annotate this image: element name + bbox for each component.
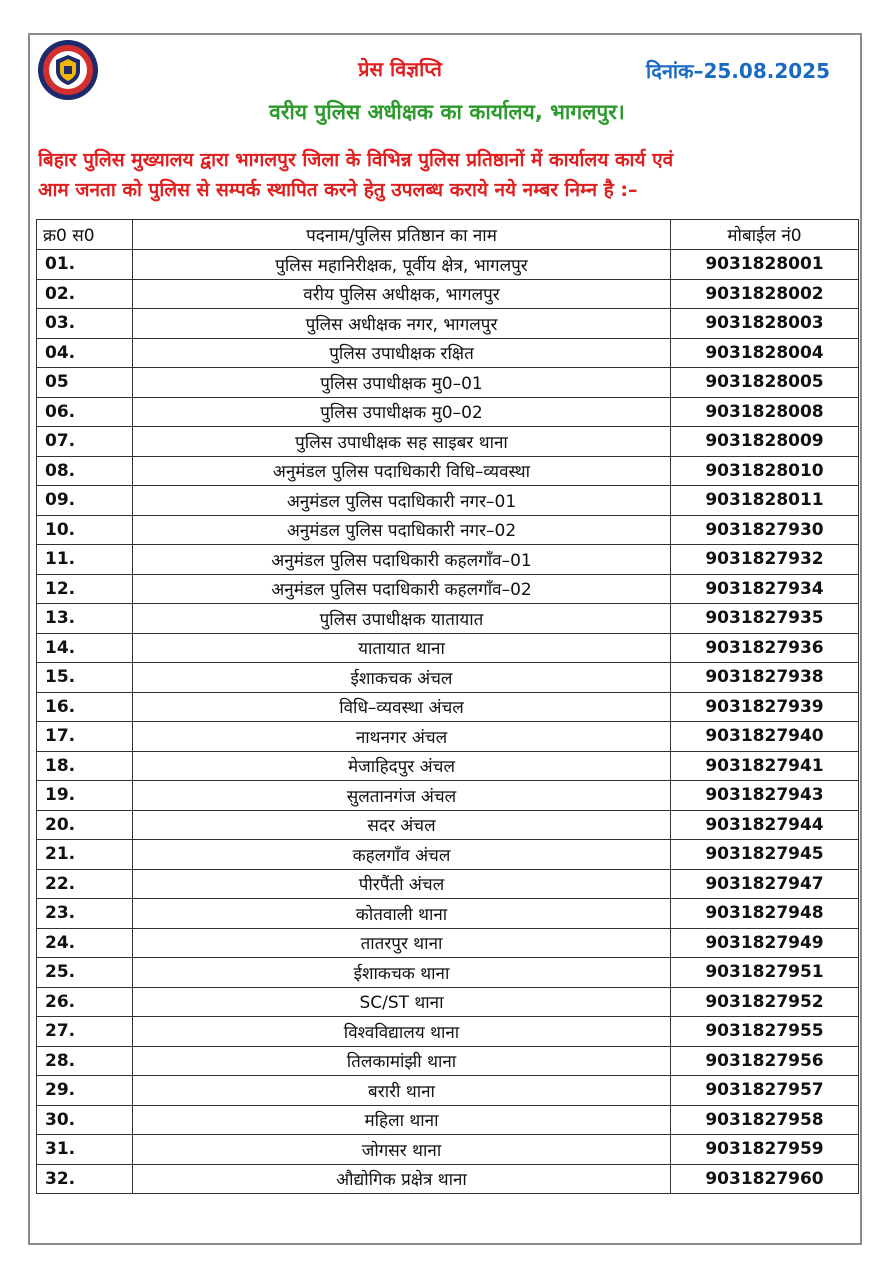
table-row — [37, 338, 859, 368]
row-mobile: 9031828004 — [671, 338, 859, 368]
row-mobile: 9031828001 — [671, 250, 859, 280]
row-mobile: 9031827958 — [671, 1105, 859, 1135]
table-row — [37, 899, 859, 929]
table-row — [37, 309, 859, 339]
row-designation: पुलिस उपाधीक्षक यातायात — [133, 604, 671, 634]
row-mobile: 9031827930 — [671, 515, 859, 545]
row-serial: 23. — [37, 899, 133, 929]
table-row — [37, 869, 859, 899]
table-row — [37, 840, 859, 870]
row-serial: 29. — [37, 1076, 133, 1106]
table-row — [37, 810, 859, 840]
row-mobile: 9031827938 — [671, 663, 859, 693]
row-serial: 24. — [37, 928, 133, 958]
row-designation: अनुमंडल पुलिस पदाधिकारी नगर–02 — [133, 515, 671, 545]
table-row — [37, 397, 859, 427]
row-serial: 13. — [37, 604, 133, 634]
table-row — [37, 1164, 859, 1194]
row-serial: 09. — [37, 486, 133, 516]
row-designation: अनुमंडल पुलिस पदाधिकारी विधि–व्यवस्था — [133, 456, 671, 486]
row-serial: 04. — [37, 338, 133, 368]
table-row — [37, 279, 859, 309]
row-mobile: 9031827943 — [671, 781, 859, 811]
row-designation: मेजाहिदपुर अंचल — [133, 751, 671, 781]
row-designation: औद्योगिक प्रक्षेत्र थाना — [133, 1164, 671, 1194]
row-serial: 17. — [37, 722, 133, 752]
header-designation: पदनाम/पुलिस प्रतिष्ठान का नाम — [133, 220, 671, 250]
row-mobile: 9031828002 — [671, 279, 859, 309]
row-mobile: 9031828009 — [671, 427, 859, 457]
row-mobile: 9031828010 — [671, 456, 859, 486]
row-designation: अनुमंडल पुलिस पदाधिकारी कहलगाँव–02 — [133, 574, 671, 604]
row-designation: कहलगाँव अंचल — [133, 840, 671, 870]
row-designation: तातरपुर थाना — [133, 928, 671, 958]
row-designation: पुलिस महानिरीक्षक, पूर्वीय क्षेत्र, भागलपुर — [133, 250, 671, 280]
row-serial: 21. — [37, 840, 133, 870]
row-serial: 03. — [37, 309, 133, 339]
row-designation: महिला थाना — [133, 1105, 671, 1135]
row-serial: 14. — [37, 633, 133, 663]
table-row — [37, 958, 859, 988]
row-designation: पुलिस अधीक्षक नगर, भागलपुर — [133, 309, 671, 339]
row-designation: कोतवाली थाना — [133, 899, 671, 929]
row-serial: 31. — [37, 1135, 133, 1165]
row-serial: 32. — [37, 1164, 133, 1194]
row-serial: 30. — [37, 1105, 133, 1135]
row-serial: 01. — [37, 250, 133, 280]
row-designation: पुलिस उपाधीक्षक मु0–01 — [133, 368, 671, 398]
row-serial: 26. — [37, 987, 133, 1017]
row-serial: 10. — [37, 515, 133, 545]
row-mobile: 9031827934 — [671, 574, 859, 604]
row-mobile: 9031828008 — [671, 397, 859, 427]
row-designation: ईशाकचक थाना — [133, 958, 671, 988]
table-row — [37, 250, 859, 280]
row-designation: विधि–व्यवस्था अंचल — [133, 692, 671, 722]
row-designation: पुलिस उपाधीक्षक सह साइबर थाना — [133, 427, 671, 457]
row-designation: सुलतानगंज अंचल — [133, 781, 671, 811]
contact-table — [36, 219, 859, 1194]
row-serial: 18. — [37, 751, 133, 781]
row-serial: 22. — [37, 869, 133, 899]
row-mobile: 9031827939 — [671, 692, 859, 722]
row-designation: विश्वविद्यालय थाना — [133, 1017, 671, 1047]
row-serial: 20. — [37, 810, 133, 840]
table-row — [37, 1076, 859, 1106]
table-row — [37, 928, 859, 958]
header-mobile: मोबाईल नं0 — [671, 220, 859, 250]
table-row — [37, 633, 859, 663]
row-designation: अनुमंडल पुलिस पदाधिकारी कहलगाँव–01 — [133, 545, 671, 575]
table-row — [37, 987, 859, 1017]
row-mobile: 9031827955 — [671, 1017, 859, 1047]
intro-line-1: बिहार पुलिस मुख्यालय द्वारा भागलपुर जिला के विभिन्न पुलिस प्रतिष्ठानों में कार्यालय कार्य एवं — [38, 149, 674, 171]
row-mobile: 9031827951 — [671, 958, 859, 988]
row-mobile: 9031827947 — [671, 869, 859, 899]
row-serial: 25. — [37, 958, 133, 988]
table-row — [37, 1135, 859, 1165]
row-mobile: 9031827949 — [671, 928, 859, 958]
row-serial: 11. — [37, 545, 133, 575]
table-row — [37, 368, 859, 398]
table-row — [37, 692, 859, 722]
row-mobile: 9031827960 — [671, 1164, 859, 1194]
row-mobile: 9031827940 — [671, 722, 859, 752]
row-mobile: 9031827941 — [671, 751, 859, 781]
row-designation: ईशाकचक अंचल — [133, 663, 671, 693]
table-row — [37, 722, 859, 752]
table-row — [37, 486, 859, 516]
row-mobile: 9031827952 — [671, 987, 859, 1017]
row-mobile: 9031827944 — [671, 810, 859, 840]
table-header-row — [37, 220, 859, 250]
row-designation: जोगसर थाना — [133, 1135, 671, 1165]
row-mobile: 9031828011 — [671, 486, 859, 516]
row-mobile: 9031827936 — [671, 633, 859, 663]
row-designation: तिलकामांझी थाना — [133, 1046, 671, 1076]
release-date: दिनांक–25.08.2025 — [646, 59, 830, 83]
row-mobile: 9031827956 — [671, 1046, 859, 1076]
row-designation: वरीय पुलिस अधीक्षक, भागलपुर — [133, 279, 671, 309]
row-serial: 19. — [37, 781, 133, 811]
intro-line-2: आम जनता को पुलिस से सम्पर्क स्थापित करने हेतु उपलब्ध कराये नये नम्बर निम्न है :– — [38, 179, 638, 201]
row-serial: 15. — [37, 663, 133, 693]
table-row — [37, 663, 859, 693]
press-release-document — [28, 33, 862, 1245]
header-serial: क्र0 स0 — [37, 220, 133, 250]
row-serial: 12. — [37, 574, 133, 604]
row-designation: सदर अंचल — [133, 810, 671, 840]
row-designation: नाथनगर अंचल — [133, 722, 671, 752]
row-serial: 16. — [37, 692, 133, 722]
table-row — [37, 574, 859, 604]
table-row — [37, 456, 859, 486]
row-serial: 08. — [37, 456, 133, 486]
press-release-title: प्रेस विज्ञप्ति — [358, 57, 442, 81]
table-row — [37, 515, 859, 545]
row-serial: 02. — [37, 279, 133, 309]
row-mobile: 9031827959 — [671, 1135, 859, 1165]
row-mobile: 9031827957 — [671, 1076, 859, 1106]
office-name: वरीय पुलिस अधीक्षक का कार्यालय, भागलपुर। — [269, 100, 625, 124]
row-designation: पीरपैंती अंचल — [133, 869, 671, 899]
row-designation: यातायात थाना — [133, 633, 671, 663]
row-mobile: 9031827948 — [671, 899, 859, 929]
table-row — [37, 751, 859, 781]
row-serial: 27. — [37, 1017, 133, 1047]
row-designation: बरारी थाना — [133, 1076, 671, 1106]
row-mobile: 9031828003 — [671, 309, 859, 339]
table-row — [37, 545, 859, 575]
row-mobile: 9031828005 — [671, 368, 859, 398]
table-row — [37, 1017, 859, 1047]
row-mobile: 9031827932 — [671, 545, 859, 575]
table-row — [37, 427, 859, 457]
row-serial: 28. — [37, 1046, 133, 1076]
row-serial: 05 — [37, 368, 133, 398]
row-mobile: 9031827945 — [671, 840, 859, 870]
table-row — [37, 1046, 859, 1076]
row-mobile: 9031827935 — [671, 604, 859, 634]
row-serial: 06. — [37, 397, 133, 427]
table-row — [37, 604, 859, 634]
row-designation: पुलिस उपाधीक्षक मु0–02 — [133, 397, 671, 427]
table-row — [37, 1105, 859, 1135]
intro-paragraph — [38, 145, 854, 205]
row-designation: अनुमंडल पुलिस पदाधिकारी नगर–01 — [133, 486, 671, 516]
row-designation: पुलिस उपाधीक्षक रक्षित — [133, 338, 671, 368]
row-serial: 07. — [37, 427, 133, 457]
table-row — [37, 781, 859, 811]
row-designation: SC/ST थाना — [133, 987, 671, 1017]
